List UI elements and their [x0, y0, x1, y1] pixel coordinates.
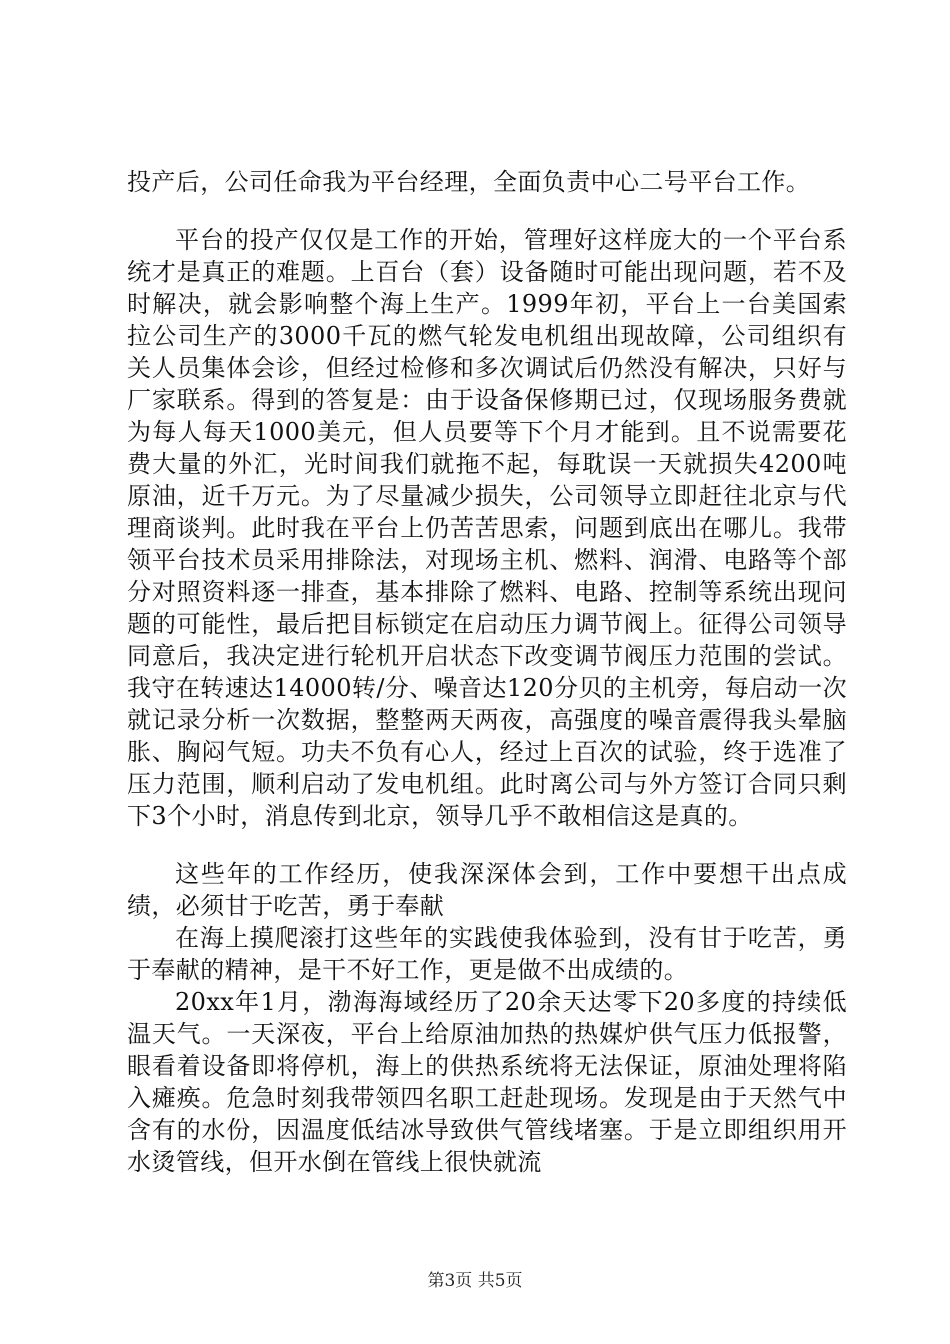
paragraph-5: 20xx年1月，渤海海域经历了20余天达零下20多度的持续低温天气。一天深夜，平台上给原油加热的热媒炉供气压力低报警，眼看着设备即将停机，海上的供热系统将无法保证，原油处理将陷入瘫痪。危急时刻我带领四名职工赶赴现场。发现是由于天然气中含有的水份，因温度低结冰导致供气管线堵塞。于是立即组织用开水烫管线，但开水倒在管线上很快就流 — [127, 988, 847, 1176]
paragraph-4: 在海上摸爬滚打这些年的实践使我体验到，没有甘于吃苦，勇于奉献的精神，是干不好工作，更是做不出成绩的。 — [127, 924, 847, 984]
paragraph-2: 平台的投产仅仅是工作的开始，管理好这样庞大的一个平台系统才是真正的难题。上百台（套）设备随时可能出现问题，若不及时解决，就会影响整个海上生产。1999年初，平台上一台美国索拉公司生产的3000千瓦的燃气轮发电机组出现故障，公司组织有关人员集体会诊，但经过检修和多次调试后仍然没有解决，只好与厂家联系。得到的答复是：由于设备保修期已过，仅现场服务费就为每人每天1000美元，但人员要等下个月才能到。且不说需要花费大量的外汇，光时间我们就拖不起，每耽误一天就损失4200吨原油，近千万元。为了尽量减少损失，公司领导立即赶往北京与代理商谈判。此时我在平台上仍苦苦思索，问题到底出在哪儿。我带领平台技术员采用排除法，对现场主机、燃料、润滑、电路等个部分对照资料逐一排查，基本排除了燃料、电路、控制等系统出现问题的可能性，最后把目标锁定在启动压力调节阀上。征得公司领导同意后，我决定进行轮机开启状态下改变调节阀压力范围的尝试。我守在转速达14000转/分、噪音达120分贝的主机旁，每启动一次就记录分析一次数据，整整两天两夜，高强度的噪音震得我头晕脑胀、胸闷气短。功夫不负有心人，经过上百次的试验，终于选准了压力范围，顺利启动了发电机组。此时离公司与外方签订合同只剩下3个小时，消息传到北京，领导几乎不敢相信这是真的。 — [127, 226, 847, 830]
paragraph-1: 投产后，公司任命我为平台经理，全面负责中心二号平台工作。 — [127, 168, 811, 196]
paragraph-3: 这些年的工作经历，使我深深体会到，工作中要想干出点成绩，必须甘于吃苦，勇于奉献 — [127, 860, 847, 920]
page-footer: 第3页 共5页 — [427, 1271, 523, 1291]
document-body — [127, 166, 847, 1178]
